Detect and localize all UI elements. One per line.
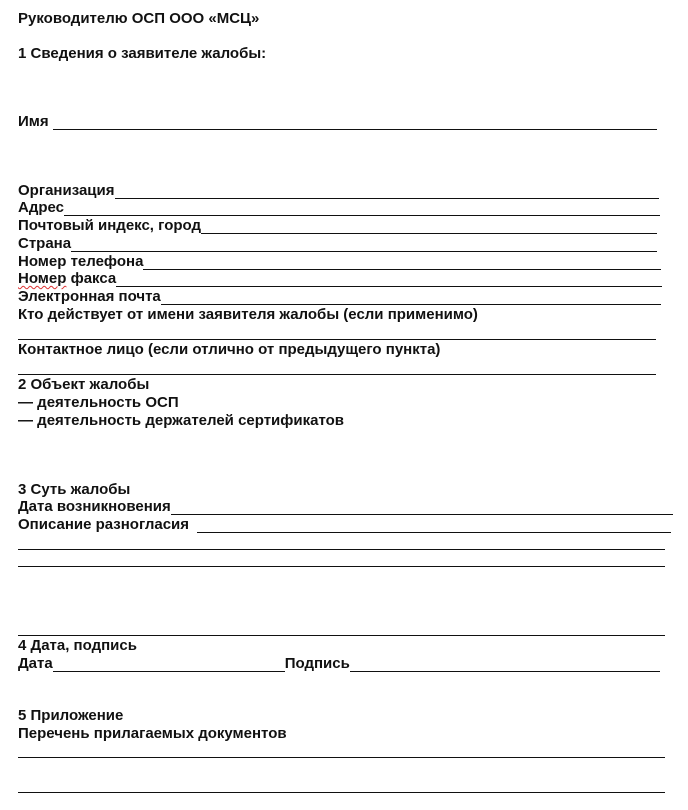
- phone-input-line[interactable]: [143, 253, 661, 270]
- fax-input-line[interactable]: [116, 270, 662, 287]
- section-3-title: 3 Суть жалобы: [18, 481, 131, 498]
- attached-documents-label: Перечень прилагаемых документов: [18, 725, 287, 742]
- country-input-line[interactable]: [71, 235, 657, 252]
- address-label: Адрес: [18, 199, 65, 216]
- email-label: Электронная почта: [18, 288, 161, 305]
- date-input-line[interactable]: [53, 655, 285, 672]
- organization-label: Организация: [18, 182, 115, 199]
- postal-input-line[interactable]: [201, 217, 657, 234]
- disagreement-description-label: Описание разногласия: [18, 516, 190, 533]
- name-input-line[interactable]: [53, 113, 657, 130]
- occurrence-date-field[interactable]: [18, 498, 673, 516]
- postal-field[interactable]: [18, 217, 657, 235]
- attached-documents-line-1[interactable]: [18, 757, 665, 758]
- fax-label-word: Номер: [18, 270, 67, 287]
- phone-field[interactable]: [18, 253, 661, 271]
- fax-field[interactable]: [18, 270, 662, 288]
- description-extra-line-3[interactable]: [18, 635, 665, 636]
- email-input-line[interactable]: [161, 288, 661, 305]
- country-field[interactable]: [18, 235, 657, 253]
- address-field[interactable]: [18, 199, 660, 217]
- contact-person-input-line[interactable]: [18, 374, 656, 375]
- date-label: Дата: [18, 655, 53, 672]
- organization-input-line[interactable]: [115, 182, 659, 199]
- date-signature-row[interactable]: [18, 655, 660, 673]
- attached-documents-line-2[interactable]: [18, 792, 665, 793]
- representative-label: Кто действует от имени заявителя жалобы (если применимо): [18, 306, 478, 323]
- complaint-object-option-osp: — деятельность ОСП: [18, 394, 179, 411]
- email-field[interactable]: [18, 288, 661, 306]
- section-5-title: 5 Приложение: [18, 707, 124, 724]
- organization-field[interactable]: [18, 182, 659, 200]
- section-2-title: 2 Объект жалобы: [18, 376, 150, 393]
- country-label: Страна: [18, 235, 72, 252]
- address-input-line[interactable]: [64, 199, 660, 216]
- phone-label: Номер телефона: [18, 253, 144, 270]
- description-extra-line-1[interactable]: [18, 549, 665, 550]
- complaint-object-option-holders: — деятельность держателей сертификатов: [18, 412, 345, 429]
- representative-input-line[interactable]: [18, 339, 656, 340]
- fax-label-rest: факса: [66, 270, 117, 287]
- signature-label: Подпись: [284, 655, 350, 672]
- addressee-heading: Руководителю ОСП ООО «МСЦ»: [18, 10, 260, 27]
- name-field[interactable]: [18, 113, 657, 131]
- section-4-title: 4 Дата, подпись: [18, 637, 137, 654]
- name-label: Имя: [18, 113, 49, 130]
- signature-input-line[interactable]: [350, 655, 660, 672]
- description-extra-line-2[interactable]: [18, 566, 665, 567]
- postal-label: Почтовый индекс, город: [18, 217, 202, 234]
- fax-label: [18, 270, 116, 288]
- disagreement-description-input-line[interactable]: [197, 516, 671, 533]
- section-1-title: 1 Сведения о заявителе жалобы:: [18, 45, 267, 62]
- occurrence-date-label: Дата возникновения: [18, 498, 171, 515]
- disagreement-description-field[interactable]: [18, 516, 671, 534]
- occurrence-date-input-line[interactable]: [171, 498, 673, 515]
- contact-person-label: Контактное лицо (если отлично от предыдущего пункта): [18, 341, 441, 358]
